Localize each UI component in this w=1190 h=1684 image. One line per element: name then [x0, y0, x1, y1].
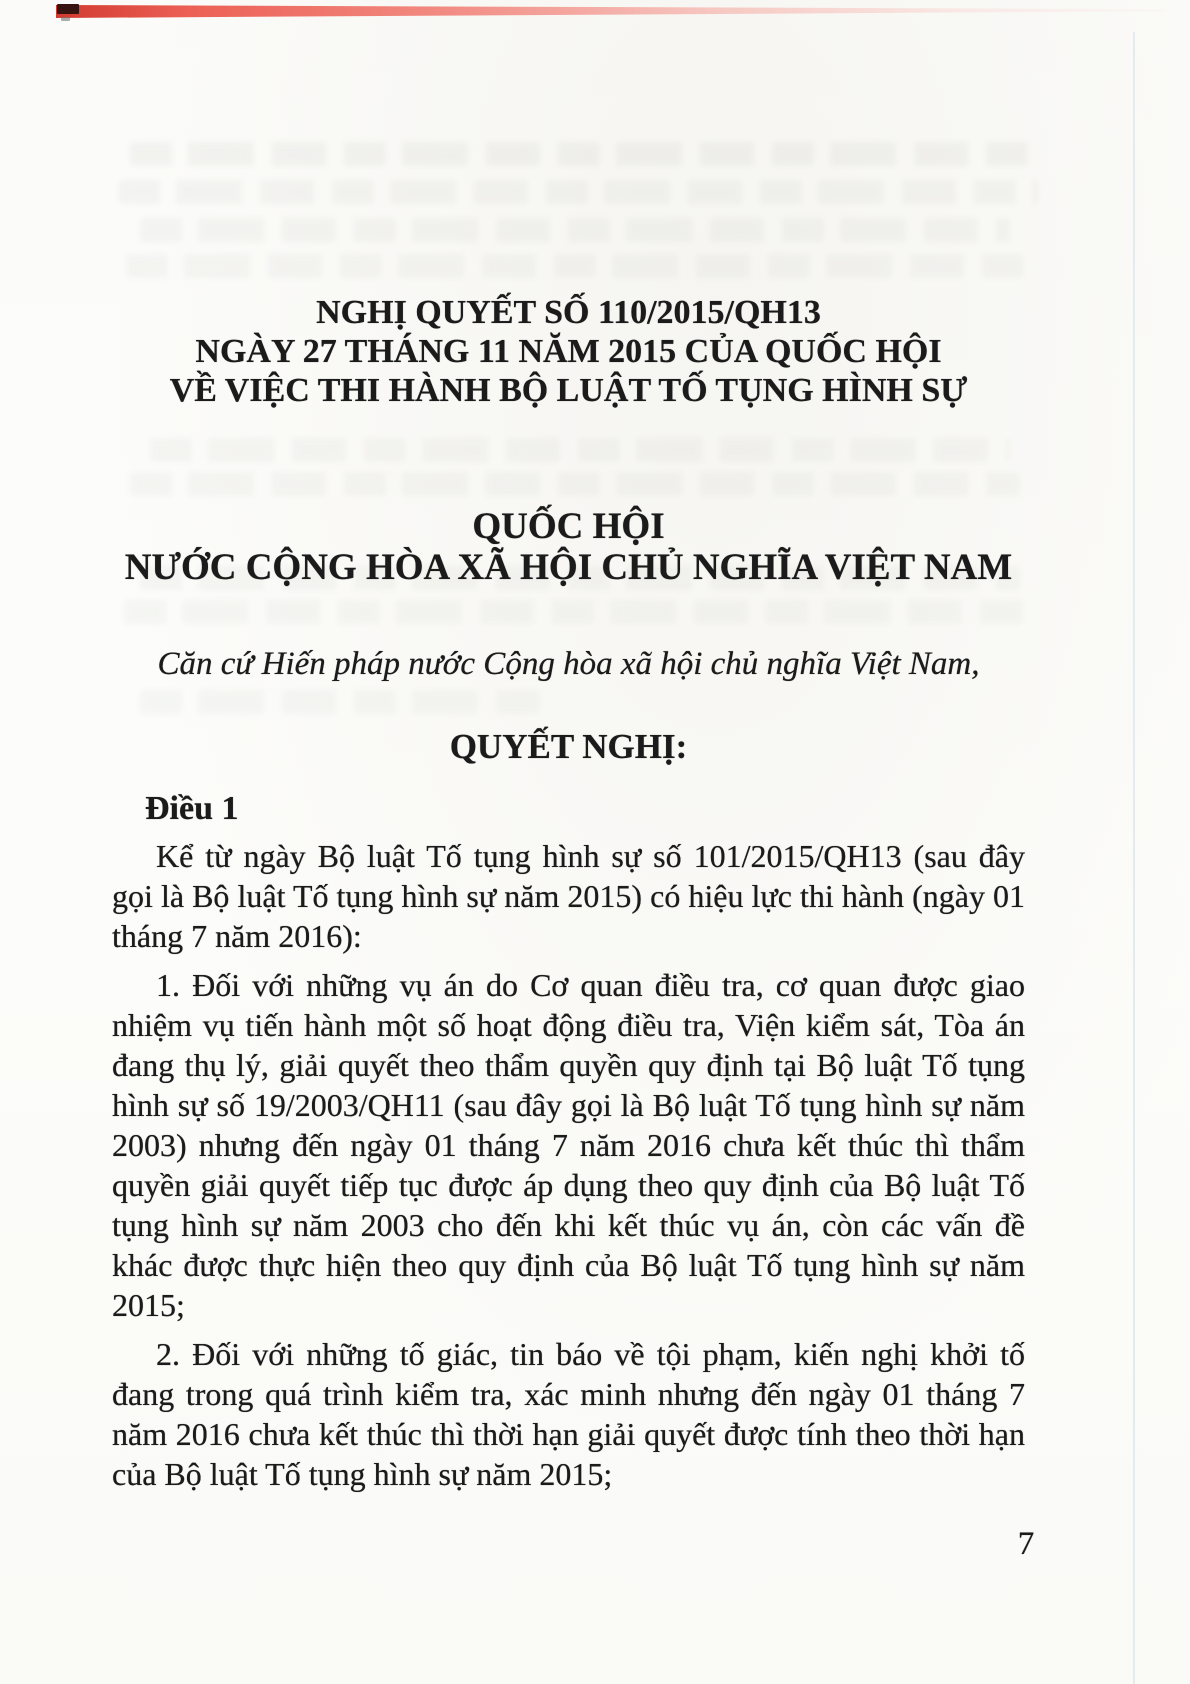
bleedthrough-artifact [130, 472, 1020, 496]
paragraph-intro: Kể từ ngày Bộ luật Tố tụng hình sự số 101/2015/QH13 (sau đây gọi là Bộ luật Tố tụng hình sự năm 2015) có hiệu lực thi hành (ngày 01 tháng 7 năm 2016): [112, 838, 1025, 954]
preamble: Căn cứ Hiến pháp nước Cộng hòa xã hội chủ nghĩa Việt Nam, [157, 646, 980, 682]
bleedthrough-artifact [140, 218, 1010, 242]
resolve-heading: QUYẾT NGHỊ: [449, 727, 688, 766]
authority-line-2: NƯỚC CỘNG HÒA XÃ HỘI CHỦ NGHĨA VIỆT NAM [124, 547, 1013, 588]
bleedthrough-artifact [126, 254, 1026, 278]
document-title [112, 293, 1025, 410]
bleedthrough-artifact [130, 142, 1030, 166]
bleedthrough-artifact [150, 438, 1010, 462]
scan-dark-mark-artifact [57, 4, 79, 14]
article-1-body [112, 836, 1025, 1503]
scan-red-streak-artifact [56, 5, 1166, 18]
bleedthrough-artifact [124, 600, 1024, 624]
paragraph-clause-1: 1. Đối với những vụ án do Cơ quan điều tra, cơ quan được giao nhiệm vụ tiến hành một số hoạt động điều tra, Viện kiểm sát, Tòa án đang thụ lý, giải quyết theo thẩm quyền quy định tại Bộ luật Tố tụng hình sự số 19/2003/QH11 (sau đây gọi là Bộ luật Tố tụng hình sự năm 2003) nhưng đến ngày 01 tháng 7 năm 2016 chưa kết thúc thì thẩm quyền giải quyết tiếp tục được áp dụng theo quy định của Bộ luật Tố tụng hình sự năm 2003 cho đến khi kết thúc vụ án, còn các vấn đề khác được thực hiện theo quy định của Bộ luật Tố tụng hình sự năm 2015; [112, 967, 1025, 1323]
bleedthrough-artifact [140, 690, 540, 714]
document-title-line-3: VỀ VIỆC THI HÀNH BỘ LUẬT TỐ TỤNG HÌNH SỰ [169, 372, 968, 409]
page-number: 7 [1017, 1526, 1035, 1562]
scan-edge-tick-artifact [61, 17, 70, 21]
authority-line-1: QUỐC HỘI [472, 506, 665, 547]
article-1-heading: Điều 1 [145, 790, 239, 827]
issuing-authority [112, 506, 1025, 588]
scan-right-edge-line [1133, 32, 1135, 1684]
document-title-line-1: NGHỊ QUYẾT SỐ 110/2015/QH13 [316, 294, 821, 331]
bleedthrough-artifact [118, 180, 1038, 204]
document-title-line-2: NGÀY 27 THÁNG 11 NĂM 2015 CỦA QUỐC HỘI [195, 333, 942, 370]
paragraph-clause-2: 2. Đối với những tố giác, tin báo về tội phạm, kiến nghị khởi tố đang trong quá trình kiểm tra, xác minh nhưng đến ngày 01 tháng 7 năm 2016 chưa kết thúc thì thời hạn giải quyết được tính theo thời hạn của Bộ luật Tố tụng hình sự năm 2015; [112, 1336, 1025, 1492]
